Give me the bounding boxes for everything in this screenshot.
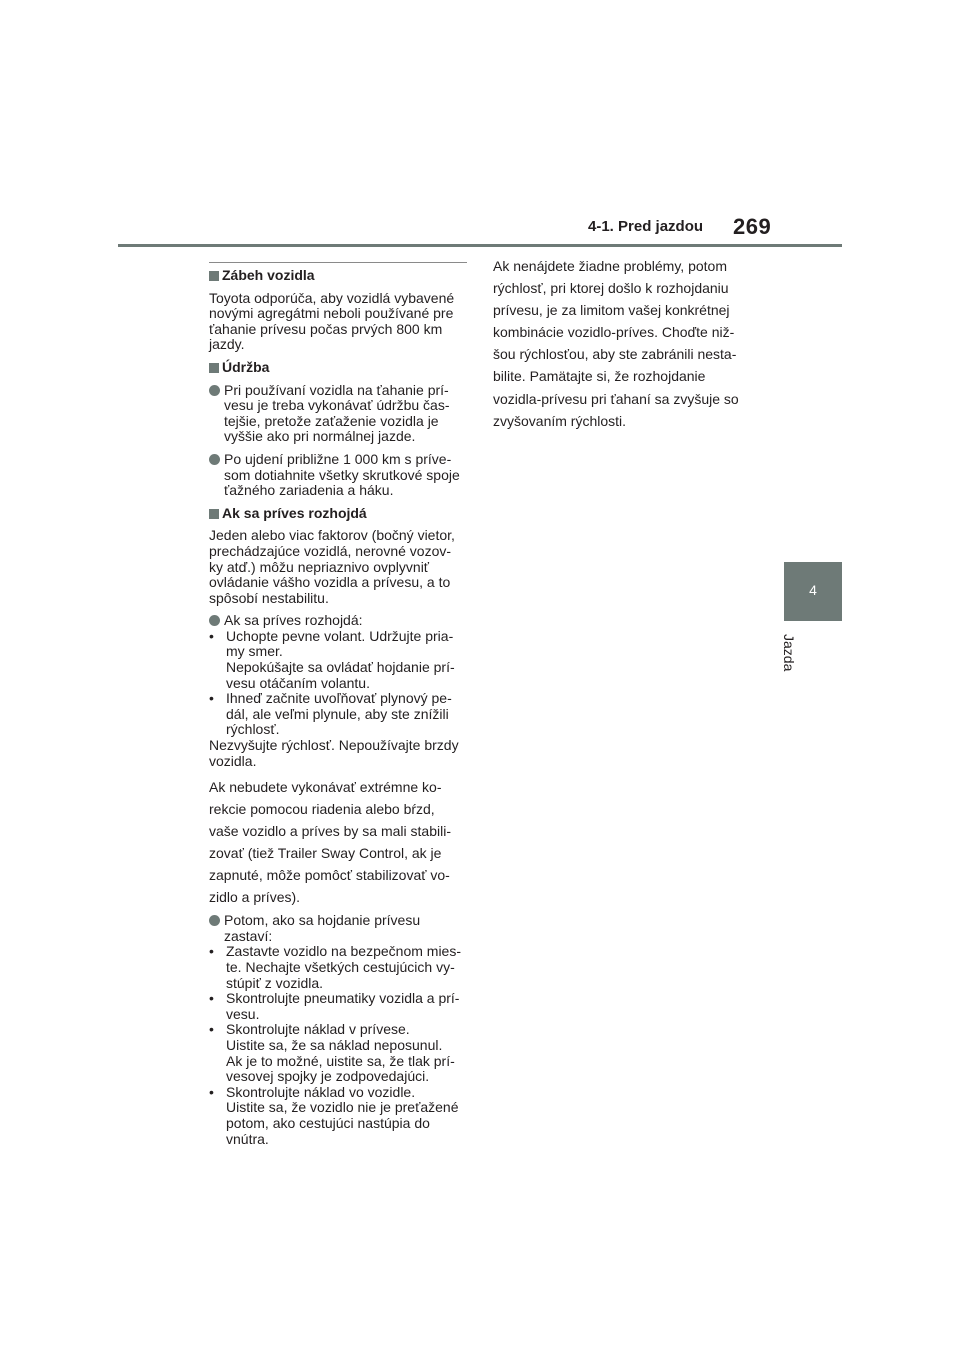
text-line: vyššie ako pri normálnej jazde. [224,428,416,445]
page-number: 269 [733,214,772,239]
paragraph-korekcie [209,776,471,908]
text-line: Ak je to možné, uistite sa, že tlak prí- [226,1052,455,1069]
list-item [209,1022,471,1084]
text-line: vozidla-prívesu pri ťahaní sa zvyšuje so [493,390,739,407]
heading-udrzba [209,360,471,376]
section-title: 4-1. Pred jazdou [588,218,704,235]
text-line: ťažného zariadenia a háku. [224,482,394,499]
list-item [209,629,471,691]
chapter-label-wrap [775,630,817,680]
list-rozhojda [209,629,471,769]
bullet-udrzba-1 [209,383,471,445]
text-line: vesu otáčaním volantu. [226,674,370,691]
chapter-label: Jazda [781,634,797,672]
list-item [209,944,471,991]
square-bullet-icon [209,363,219,373]
bullet-rozhojda [209,613,471,629]
list-item [209,691,471,738]
text-line: bilite. Pamätajte si, že rozhojdanie [493,368,706,385]
text-line: tejšie, pretože zaťaženie vozidla je [224,412,439,429]
text-line: zovať (tiež Trailer Sway Control, ak je [209,845,442,862]
heading-zabeh [209,268,471,284]
text-line: zidlo a príves). [209,889,301,906]
text-line: stúpiť z vozidla. [226,974,324,991]
text-line: te. Nechajte všetkých cestujúcich vy- [226,959,455,975]
text-line: potom, ako cestujúci nastúpia do [226,1114,430,1131]
text-line: my smer. [226,643,283,660]
text-line: ťahanie prívesu počas prvých 800 km [209,320,443,337]
text-line: Ak nenájdete žiadne problémy, potom [493,258,727,274]
square-bullet-icon [209,271,219,281]
square-bullet-icon [209,509,219,519]
text-line: spôsobí nestabilitu. [209,589,329,606]
bullet-dot-icon: • [209,690,214,707]
left-column [209,268,471,1147]
text-line: vaše vozidlo a príves by sa mali stabili- [209,823,451,840]
bullet-potom [209,913,471,944]
circle-bullet-icon [209,615,220,626]
text-line: som dotiahnite všetky skrutkové spoje [224,466,460,483]
text-line: Jeden alebo viac faktorov (bočný vietor, [209,527,455,544]
chapter-number: 4 [809,582,817,598]
circle-bullet-icon [209,915,220,926]
header-rule [118,244,842,247]
text-line: rekcie pomocou riadenia alebo bŕzd, [209,801,435,818]
heading-text: Ak sa príves rozhojdá [222,504,367,521]
text-line: Zastavte vozidlo na bezpečnom mies- [226,943,461,960]
circle-bullet-icon [209,385,220,396]
text-line: rýchlosť, pri ktorej došlo k rozhojdaniu [493,280,729,297]
text-line: Skontrolujte náklad vo vozidle. [226,1083,416,1100]
text-line: Uchopte pevne volant. Udržujte pria- [226,627,454,644]
bullet-dot-icon: • [209,627,214,644]
heading-text: Údržba [222,358,270,375]
bullet-dot-icon: • [209,1021,214,1038]
text-line: Uistite sa, že vozidlo nie je preťažené [226,1099,459,1116]
paragraph-faktory [209,528,471,606]
list-potom [209,944,471,1147]
bullet-dot-icon: • [209,943,214,960]
list-outro [209,738,471,769]
right-column [493,255,763,432]
text-line: novými agregátmi neboli používané pre [209,305,454,322]
text-line: šou rýchlosťou, aby ste zabránili nesta- [493,346,737,363]
bullet-dot-icon: • [209,990,214,1007]
bullet-intro: Ak sa príves rozhojdá: [224,612,363,629]
text-line: vesu. [226,1005,260,1022]
circle-bullet-icon [209,454,220,465]
heading-rozhojda [209,506,471,522]
text-line: Skontrolujte náklad v prívese. [226,1021,410,1038]
text-line: zvyšovaním rýchlosti. [493,412,627,429]
text-line: vnútra. [226,1130,269,1147]
text-line: dál, ale veľmi plynule, aby ste znížili [226,705,449,722]
text-line: rýchlosť. [226,721,280,738]
text-line: vesu je treba vykonávať údržbu čas- [224,397,450,414]
text-line: kombinácie vozidlo-príves. Choďte niž- [493,324,735,341]
bullet-udrzba-2 [209,452,471,499]
text-line: ovládanie vášho vozidla a prívesu, a to [209,574,451,591]
text-line: Skontrolujte pneumatiky vozidla a prí- [226,990,460,1007]
chapter-tab [784,562,842,621]
text-line: Ihneď začnite uvoľňovať plynový pe- [226,690,452,707]
text-line: vesovej spojky je zodpovedajúci. [226,1068,430,1085]
list-item [209,1085,471,1147]
bullet-dot-icon: • [209,1083,214,1100]
text-line: prechádzajúce vozidlá, nerovné vozov- [209,542,452,559]
text-line: Pri používaní vozidla na ťahanie prí- [224,381,449,398]
text-line: Po ujdení približne 1 000 km s príve- [224,450,452,467]
text-line: Uistite sa, že sa náklad neposunul. [226,1036,443,1053]
paragraph-zabeh [209,291,471,353]
text-line: zapnuté, môže pomôcť stabilizovať vo- [209,867,450,884]
text-line: Toyota odporúča, aby vozidlá vybavené [209,289,455,306]
text-line: prívesu, je za limitom vašej konkrétnej [493,302,730,319]
bullet-intro: Potom, ako sa hojdanie prívesu zastaví: [224,912,421,944]
text-line: ky atď.) môžu nepriaznivo ovplyvniť [209,558,430,575]
heading-text: Zábeh vozidla [222,267,315,283]
list-item [209,991,471,1022]
text-line: Nezvyšujte rýchlosť. Nepoužívajte brzdy [209,737,459,754]
text-line: jazdy. [209,336,245,353]
text-line: Ak nebudete vykonávať extrémne ko- [209,779,442,796]
text-line: vozidla. [209,752,257,769]
text-line: Nepokúšajte sa ovládať hojdanie prí- [226,659,455,676]
column-rule [209,262,467,263]
